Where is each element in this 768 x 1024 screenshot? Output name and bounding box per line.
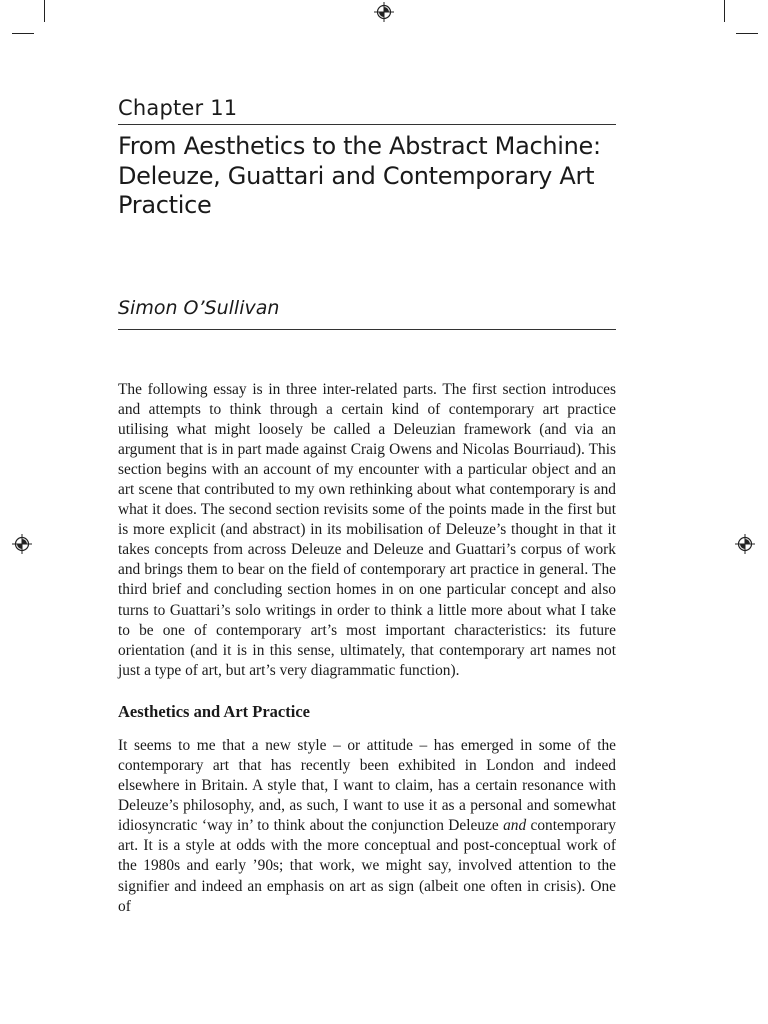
chapter-title-line: From Aesthetics to the Abstract Machine: [118,132,601,160]
crop-mark-top-right-horizontal [736,33,758,34]
chapter-title-line: Practice [118,191,212,219]
chapter-title [118,132,616,221]
intro-paragraph: The following essay is in three inter-related parts. The first section introduces and attempts to think through a certain kind of contemporary art practice utilising what might loosely be called a Deleuzian framework (and via an argument that is in part made against Craig Owens and Nicolas Bourriaud). This section begins with an account of my encounter with a particular object and an art scene that contributed to my own rethinking about what contemporary is and what it does. The second section revisits some of the points made in the first but is more explicit (and abstract) in its mobilisation of Deleuze’s thought in that it takes concepts from across Deleuze and Deleuze and Guattari’s corpus of work and brings them to bear on the field of contemporary art practice in general. The third brief and concluding section homes in on one particular concept and also turns to Guattari’s solo writings in order to think a little more about what I take to be one of contemporary art’s most important characteristics: its future orientation (and it is in this sense, ultimately, that contemporary art names not just a type of art, but art’s very diagrammatic function). [118,380,616,679]
registration-mark-right-icon [735,534,755,554]
author-name: Simon O’Sullivan [118,296,280,319]
registration-mark-left-icon [12,534,32,554]
crop-mark-top-left-vertical [44,0,45,22]
emphasized-word: and [503,817,527,835]
page-content [118,92,616,917]
chapter-rule-top [118,124,616,125]
paragraph-text: It seems to me that a new style – or attitude – has emerged in some of the contemporary art that has recently been exhibited in London and indeed elsewhere in Britain. A style that, I want to claim, has a certain resonance with Deleuze’s philosophy, and, as such, I want to use it as a personal and somewhat idiosyncratic ‘way in’ to think about the conjunction Deleuze [118,736,616,835]
author-rule [118,329,616,330]
chapter-label: Chapter 11 [118,96,238,120]
crop-mark-top-right-vertical [724,0,725,22]
registration-mark-top-icon [374,2,394,22]
chapter-title-line: Deleuze, Guattari and Contemporary Art [118,161,595,190]
crop-mark-top-left-horizontal [12,33,34,34]
section-paragraph [118,736,616,917]
section-heading: Aesthetics and Art Practice [118,701,310,721]
paragraph-text: contemporary art. It is a style at odds with the more conceptual and post-conceptual work of the 1980s and early ’90s; that work, we might say, involved attention to the signifier and indeed an emphasis on art as sign (albeit one often in crisis). One of [118,817,616,915]
